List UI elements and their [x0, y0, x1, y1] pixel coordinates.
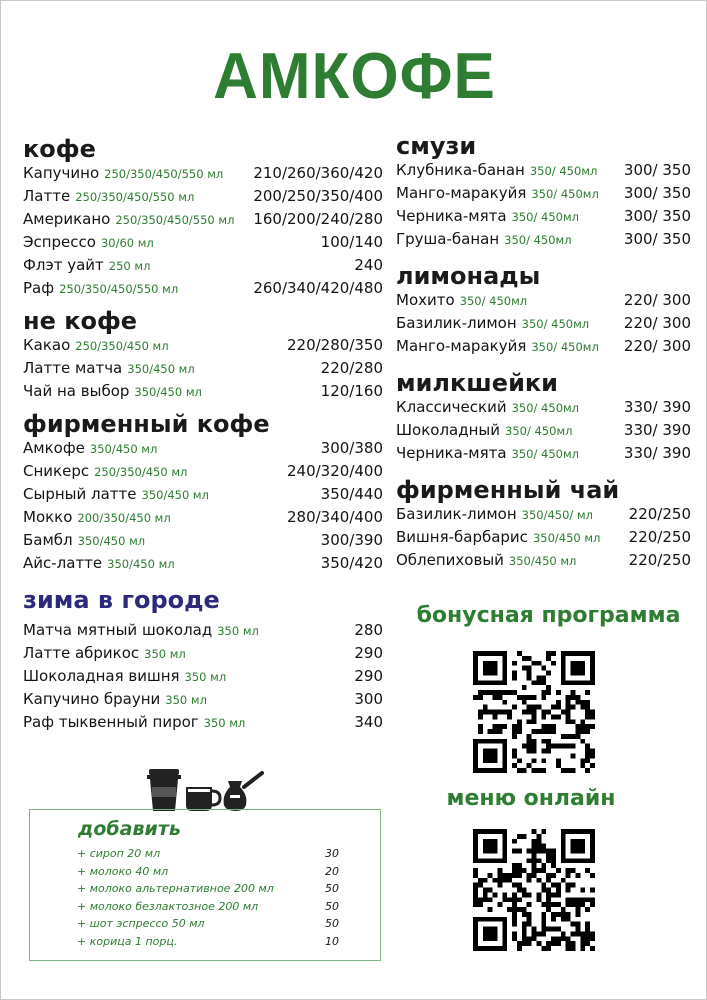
section-title: не кофе [23, 307, 138, 335]
menu-item [396, 421, 691, 444]
item-price: 300/ 350 [623, 184, 691, 202]
item-name: Эспрессо [23, 233, 96, 251]
item-price: 120/160 [320, 382, 383, 400]
item-name: Раф [23, 279, 55, 297]
addon-price: 50 [325, 899, 339, 913]
item-name: Базилик-лимон [396, 314, 517, 332]
menu-item [23, 233, 383, 256]
item-name: Бамбл [23, 531, 73, 549]
item-name: Американо [23, 210, 111, 228]
menu-item [396, 291, 691, 314]
menu-item [23, 554, 383, 577]
item-price: 220/ 300 [623, 314, 691, 332]
item-volume: 250/350/450/550 мл [115, 213, 235, 227]
section-title: фирменный кофе [23, 410, 270, 438]
item-price: 350/420 [320, 554, 383, 572]
item-price: 280/340/400 [287, 508, 383, 526]
menu-item [23, 485, 383, 508]
section-title: милкшейки [396, 369, 558, 397]
menu-item [23, 279, 383, 302]
left-column [23, 134, 383, 736]
menu-item [396, 207, 691, 230]
addon-price: 30 [325, 847, 339, 860]
menu-item [23, 667, 383, 690]
menu-item [23, 382, 383, 405]
addon-price: 50 [325, 882, 339, 895]
item-name: Классический [396, 398, 507, 416]
item-name: Айс-латте [23, 554, 103, 572]
item-volume: 250/350/450/550 мл [59, 282, 179, 296]
addon-name: + молоко 40 мл [77, 864, 169, 878]
menu-item [396, 528, 691, 551]
menu-item [23, 359, 383, 382]
item-volume: 350/ 450мл [505, 424, 573, 438]
menu-item [396, 230, 691, 253]
menu-item [23, 256, 383, 279]
item-price: 260/340/420/480 [253, 279, 383, 297]
coffee-mug-icon [186, 787, 220, 811]
item-price: 290 [354, 667, 383, 685]
item-price: 280 [354, 621, 383, 639]
item-price: 300/380 [320, 439, 383, 457]
item-price: 300/ 350 [623, 161, 691, 179]
item-volume: 350/ 450мл [531, 187, 599, 201]
section-title: кофе [23, 135, 96, 163]
item-name: Черника-мята [396, 207, 507, 225]
menu-item [396, 444, 691, 467]
item-volume: 350/ 450мл [529, 164, 598, 178]
menu-item [23, 690, 383, 713]
section-signature-coffee [23, 409, 383, 577]
item-volume: 250/350/450/550 мл [104, 167, 224, 181]
menu-item [396, 314, 691, 337]
takeaway-cup-icon [147, 769, 181, 811]
item-volume: 350/ 450мл [531, 340, 599, 354]
item-price: 220/280 [320, 359, 383, 377]
menu-item [23, 210, 383, 233]
menu-item [23, 508, 383, 531]
item-price: 340 [354, 713, 383, 731]
item-volume: 350/450 мл [89, 442, 158, 456]
menu-item [23, 187, 383, 210]
item-volume: 350 мл [144, 647, 186, 661]
item-price: 200/250/350/400 [253, 187, 383, 205]
item-volume: 350/ 450мл [459, 294, 528, 308]
item-volume: 350/ 450мл [511, 447, 579, 461]
addon-item [77, 865, 339, 883]
item-volume: 250/350/450/550 мл [75, 190, 195, 204]
item-volume: 350/450 мл [77, 534, 146, 548]
addons-box [29, 809, 381, 961]
item-price: 240/320/400 [287, 462, 383, 480]
item-volume: 350/450 мл [127, 362, 195, 376]
menu-item [23, 644, 383, 667]
section-coffee [23, 134, 383, 302]
addon-price: 10 [325, 934, 339, 948]
item-price: 330/ 390 [623, 444, 691, 462]
bonus-program-label: бонусная программа [416, 603, 681, 628]
item-price: 220/ 300 [623, 291, 691, 309]
addons-list [77, 847, 339, 952]
item-price: 100/140 [320, 233, 383, 251]
item-price: 290 [354, 644, 383, 662]
item-volume: 350/450 мл [107, 557, 175, 571]
item-volume: 250/350/450 мл [94, 465, 188, 479]
item-price: 160/200/240/280 [253, 210, 383, 228]
item-name: Шоколадный [396, 421, 501, 439]
addon-name: + молоко альтернативное 200 мл [77, 882, 274, 895]
addon-price: 50 [325, 917, 339, 930]
item-price: 220/250 [628, 528, 691, 546]
item-volume: 350/450/ мл [521, 508, 593, 522]
item-volume: 350 мл [203, 716, 246, 730]
item-volume: 350/450 мл [134, 385, 202, 399]
item-volume: 250/350/450 мл [75, 339, 169, 353]
cezve-icon [224, 773, 262, 811]
addon-price: 20 [325, 864, 339, 878]
item-name: Амкофе [23, 439, 85, 457]
menu-online-label: меню онлайн [446, 786, 616, 811]
item-volume: 200/350/450 мл [77, 511, 171, 525]
section-not-coffee [23, 306, 383, 405]
menu-item [396, 398, 691, 421]
item-name: Сырный латте [23, 485, 137, 503]
item-name: Латте матча [23, 359, 123, 377]
item-price: 300 [354, 690, 383, 708]
item-volume: 350 мл [184, 670, 227, 684]
menu-item [23, 439, 383, 462]
menu-item [396, 184, 691, 207]
item-price: 220/250 [628, 551, 691, 569]
item-name: Латте [23, 187, 71, 205]
section-title: смузи [396, 132, 477, 160]
item-name: Чай на выбор [23, 382, 130, 400]
item-name: Манго-маракуйя [396, 184, 527, 202]
item-volume: 350/ 450мл [511, 401, 580, 415]
item-price: 220/ 300 [623, 337, 691, 355]
item-name: Раф тыквенный пирог [23, 713, 199, 731]
cups-illustration [146, 767, 266, 813]
menu-item [396, 551, 691, 574]
item-price: 300/390 [320, 531, 383, 549]
addon-item [77, 900, 339, 918]
item-name: Сникерс [23, 462, 90, 480]
menu-item [396, 505, 691, 528]
section-winter [23, 585, 383, 736]
item-name: Шоколадная вишня [23, 667, 180, 685]
item-name: Какао [23, 336, 71, 354]
menu-item [23, 164, 383, 187]
item-price: 210/260/360/420 [253, 164, 383, 182]
section-title: фирменный чай [396, 476, 620, 504]
item-price: 300/ 350 [623, 207, 691, 225]
menu-item [396, 161, 691, 184]
item-name: Вишня-барбарис [396, 528, 528, 546]
addon-name: + сироп 20 мл [77, 847, 161, 860]
item-volume: 350/ 450мл [511, 210, 579, 224]
item-name: Базилик-лимон [396, 505, 517, 523]
item-volume: 350/ 450мл [504, 233, 572, 247]
item-name: Манго-маракуйя [396, 337, 527, 355]
menu-item [23, 621, 383, 644]
item-volume: 350 мл [217, 624, 259, 638]
item-price: 220/280/350 [287, 336, 383, 354]
addon-name: + молоко безлактозное 200 мл [77, 899, 259, 913]
addon-name: + корица 1 порц. [77, 934, 178, 948]
section-title: зима в городе [23, 586, 220, 614]
item-volume: 350/ 450мл [521, 317, 590, 331]
item-name: Матча мятный шоколад [23, 621, 213, 639]
addon-name: + шот эспрессо 50 мл [77, 917, 205, 930]
item-volume: 350/450 мл [532, 531, 601, 545]
addon-item [77, 917, 339, 935]
item-price: 300/ 350 [623, 230, 691, 248]
addon-item [77, 935, 339, 953]
menu-item [23, 462, 383, 485]
item-name: Груша-банан [396, 230, 500, 248]
item-volume: 250 мл [108, 259, 151, 273]
item-price: 240 [354, 256, 383, 274]
qr-code-icon[interactable] [473, 829, 595, 951]
item-name: Флэт уайт [23, 256, 104, 274]
item-name: Капучино брауни [23, 690, 161, 708]
section-signature-tea [396, 475, 691, 574]
qr-code-icon[interactable] [473, 651, 595, 773]
item-volume: 350/450 мл [141, 488, 209, 502]
addon-item [77, 882, 339, 900]
menu-item [23, 336, 383, 359]
menu-item [23, 713, 383, 736]
item-name: Облепиховый [396, 551, 504, 569]
item-volume: 350/450 мл [508, 554, 577, 568]
addon-item [77, 847, 339, 865]
item-name: Мокко [23, 508, 73, 526]
brand-title: АМКОФЕ [213, 40, 496, 113]
item-price: 350/440 [320, 485, 383, 503]
item-name: Латте абрикос [23, 644, 140, 662]
addons-title: добавить [78, 818, 181, 840]
item-name: Капучино [23, 164, 100, 182]
section-milkshake [396, 368, 691, 467]
item-volume: 30/60 мл [100, 236, 154, 250]
item-name: Мохито [396, 291, 455, 309]
menu-item [396, 337, 691, 360]
section-smoothie [396, 131, 691, 253]
section-title: лимонады [396, 262, 541, 290]
item-price: 330/ 390 [623, 398, 691, 416]
menu-item [23, 531, 383, 554]
item-name: Черника-мята [396, 444, 507, 462]
right-column [396, 131, 691, 574]
item-price: 330/ 390 [623, 421, 691, 439]
section-lemonade [396, 261, 691, 360]
item-volume: 350 мл [165, 693, 207, 707]
item-price: 220/250 [628, 505, 691, 523]
item-name: Клубника-банан [396, 161, 525, 179]
